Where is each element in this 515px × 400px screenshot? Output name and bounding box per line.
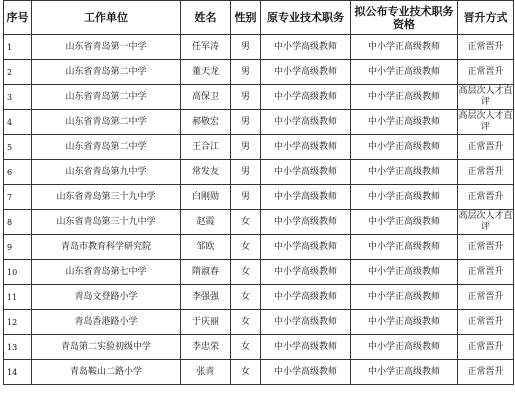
cell-original-title: 中小学高级教师 — [261, 60, 351, 85]
table-row — [4, 160, 514, 185]
cell-promotion-method: 正常晋升 — [458, 35, 514, 60]
cell-promotion-method: 正常晋升 — [458, 335, 514, 360]
cell-gender: 女 — [231, 260, 261, 285]
cell-name: 李忠荣 — [181, 335, 231, 360]
cell-proposed-title: 中小学正高级教师 — [351, 60, 458, 85]
cell-gender: 男 — [231, 85, 261, 110]
cell-index: 2 — [4, 60, 32, 85]
cell-promotion-method: 正常晋升 — [458, 160, 514, 185]
cell-original-title: 中小学高级教师 — [261, 235, 351, 260]
cell-proposed-title: 中小学正高级教师 — [351, 85, 458, 110]
cell-proposed-title: 中小学正高级教师 — [351, 35, 458, 60]
table-row — [4, 60, 514, 85]
cell-gender: 男 — [231, 135, 261, 160]
table-row — [4, 360, 514, 385]
cell-proposed-title: 中小学正高级教师 — [351, 160, 458, 185]
header-row — [4, 1, 514, 35]
cell-promotion-method: 正常晋升 — [458, 135, 514, 160]
cell-promotion-method: 正常晋升 — [458, 285, 514, 310]
table-row — [4, 260, 514, 285]
cell-work-unit: 青岛香港路小学 — [32, 310, 181, 335]
cell-name: 邹欧 — [181, 235, 231, 260]
cell-work-unit: 山东省青岛第三十九中学 — [32, 185, 181, 210]
cell-index: 11 — [4, 285, 32, 310]
header-name: 姓名 — [181, 1, 231, 35]
cell-name: 隋淑春 — [181, 260, 231, 285]
table-row — [4, 310, 514, 335]
cell-original-title: 中小学高级教师 — [261, 110, 351, 135]
cell-work-unit: 青岛文登路小学 — [32, 285, 181, 310]
cell-proposed-title: 中小学正高级教师 — [351, 235, 458, 260]
cell-gender: 男 — [231, 185, 261, 210]
cell-original-title: 中小学高级教师 — [261, 35, 351, 60]
cell-name: 王合江 — [181, 135, 231, 160]
cell-work-unit: 青岛鞍山二路小学 — [32, 360, 181, 385]
cell-original-title: 中小学高级教师 — [261, 185, 351, 210]
table-row — [4, 135, 514, 160]
cell-name: 高保卫 — [181, 85, 231, 110]
cell-work-unit: 青岛市教育科学研究院 — [32, 235, 181, 260]
cell-promotion-method: 正常晋升 — [458, 360, 514, 385]
cell-promotion-method: 高层次人才直评 — [458, 110, 514, 135]
cell-index: 5 — [4, 135, 32, 160]
cell-index: 4 — [4, 110, 32, 135]
header-index: 序号 — [4, 1, 32, 35]
cell-proposed-title: 中小学正高级教师 — [351, 360, 458, 385]
cell-name: 张青 — [181, 360, 231, 385]
header-work-unit: 工作单位 — [32, 1, 181, 35]
cell-work-unit: 山东省青岛第二中学 — [32, 135, 181, 160]
cell-gender: 男 — [231, 160, 261, 185]
cell-gender: 男 — [231, 35, 261, 60]
cell-promotion-method: 正常晋升 — [458, 235, 514, 260]
header-gender: 性别 — [231, 1, 261, 35]
cell-original-title: 中小学高级教师 — [261, 260, 351, 285]
cell-original-title: 中小学高级教师 — [261, 310, 351, 335]
cell-name: 于庆丽 — [181, 310, 231, 335]
cell-promotion-method: 正常晋升 — [458, 60, 514, 85]
cell-index: 9 — [4, 235, 32, 260]
cell-work-unit: 山东省青岛第七中学 — [32, 260, 181, 285]
cell-proposed-title: 中小学正高级教师 — [351, 310, 458, 335]
cell-index: 12 — [4, 310, 32, 335]
table-row — [4, 335, 514, 360]
cell-original-title: 中小学高级教师 — [261, 210, 351, 235]
cell-gender: 女 — [231, 285, 261, 310]
cell-work-unit: 山东省青岛第二中学 — [32, 110, 181, 135]
table-row — [4, 185, 514, 210]
header-promotion-method: 晋升方式 — [458, 1, 514, 35]
cell-proposed-title: 中小学正高级教师 — [351, 135, 458, 160]
cell-promotion-method: 正常晋升 — [458, 260, 514, 285]
table-row — [4, 110, 514, 135]
header-proposed-title: 拟公布专业技术职务资格 — [351, 1, 458, 35]
table-body — [4, 35, 514, 385]
cell-gender: 女 — [231, 335, 261, 360]
cell-original-title: 中小学高级教师 — [261, 160, 351, 185]
table-row — [4, 210, 514, 235]
header-original-title: 原专业技术职务 — [261, 1, 351, 35]
table-row — [4, 85, 514, 110]
table-row — [4, 235, 514, 260]
cell-name: 董天龙 — [181, 60, 231, 85]
cell-work-unit: 山东省青岛第三十九中学 — [32, 210, 181, 235]
cell-gender: 女 — [231, 235, 261, 260]
cell-gender: 女 — [231, 360, 261, 385]
table-row — [4, 285, 514, 310]
cell-proposed-title: 中小学正高级教师 — [351, 285, 458, 310]
cell-promotion-method: 正常晋升 — [458, 185, 514, 210]
cell-index: 1 — [4, 35, 32, 60]
cell-name: 任军涛 — [181, 35, 231, 60]
cell-name: 常发友 — [181, 160, 231, 185]
cell-proposed-title: 中小学正高级教师 — [351, 185, 458, 210]
cell-promotion-method: 高层次人才直评 — [458, 85, 514, 110]
table-row — [4, 35, 514, 60]
cell-work-unit: 山东省青岛第二中学 — [32, 85, 181, 110]
cell-work-unit: 青岛第二实验初级中学 — [32, 335, 181, 360]
cell-name: 赵霞 — [181, 210, 231, 235]
cell-gender: 女 — [231, 310, 261, 335]
cell-name: 白刚勋 — [181, 185, 231, 210]
cell-proposed-title: 中小学正高级教师 — [351, 335, 458, 360]
cell-gender: 男 — [231, 60, 261, 85]
cell-gender: 女 — [231, 210, 261, 235]
cell-promotion-method: 正常晋升 — [458, 310, 514, 335]
cell-index: 3 — [4, 85, 32, 110]
cell-original-title: 中小学高级教师 — [261, 285, 351, 310]
cell-original-title: 中小学高级教师 — [261, 335, 351, 360]
cell-original-title: 中小学高级教师 — [261, 135, 351, 160]
cell-index: 13 — [4, 335, 32, 360]
cell-work-unit: 山东省青岛第一中学 — [32, 35, 181, 60]
cell-index: 7 — [4, 185, 32, 210]
title-list-table — [3, 0, 514, 385]
cell-original-title: 中小学高级教师 — [261, 360, 351, 385]
cell-promotion-method: 高层次人才直评 — [458, 210, 514, 235]
cell-index: 8 — [4, 210, 32, 235]
cell-index: 14 — [4, 360, 32, 385]
cell-original-title: 中小学高级教师 — [261, 85, 351, 110]
cell-name: 李强强 — [181, 285, 231, 310]
cell-work-unit: 山东省青岛第二中学 — [32, 60, 181, 85]
cell-name: 郝敬宏 — [181, 110, 231, 135]
cell-gender: 男 — [231, 110, 261, 135]
cell-proposed-title: 中小学正高级教师 — [351, 260, 458, 285]
cell-index: 6 — [4, 160, 32, 185]
cell-work-unit: 山东省青岛第九中学 — [32, 160, 181, 185]
cell-index: 10 — [4, 260, 32, 285]
cell-proposed-title: 中小学正高级教师 — [351, 110, 458, 135]
cell-proposed-title: 中小学正高级教师 — [351, 210, 458, 235]
